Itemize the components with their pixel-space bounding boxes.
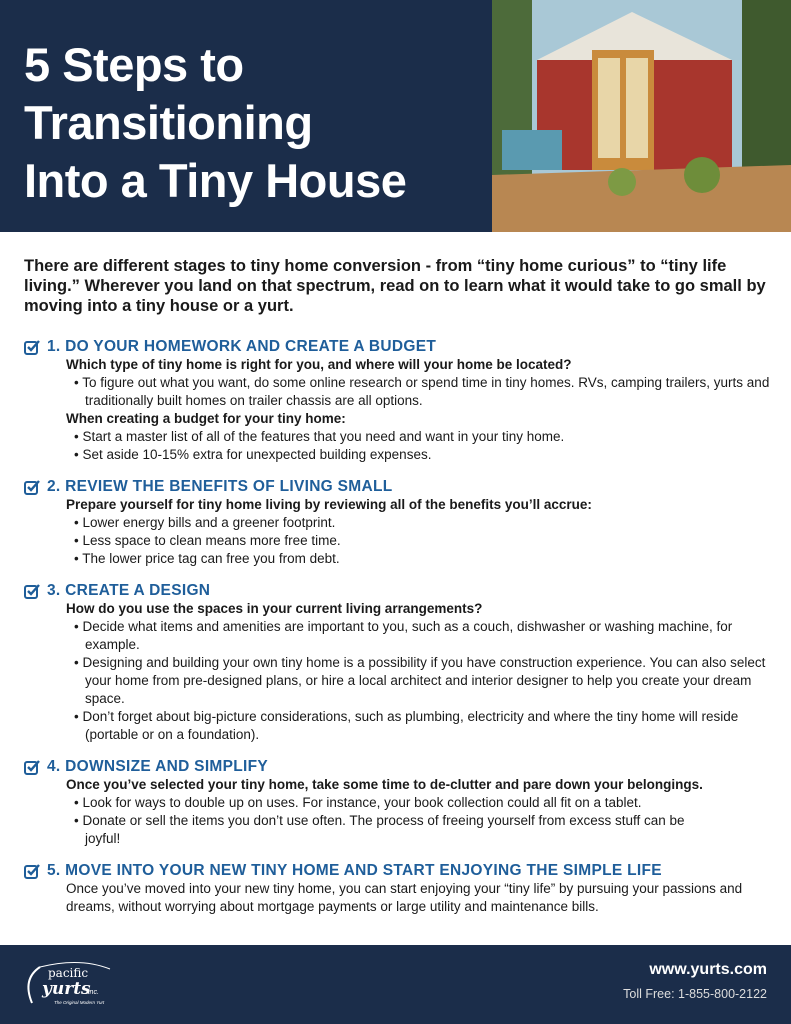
bullet-item: • The lower price tag can free you from debt. xyxy=(74,551,340,566)
checkbox-check-icon xyxy=(24,339,40,355)
step-heading: 1. DO YOUR HOMEWORK AND CREATE A BUDGET xyxy=(47,337,437,355)
footer xyxy=(0,945,791,1024)
title-line: Transitioning xyxy=(24,96,313,149)
step-1 xyxy=(24,337,774,464)
bullet-item: • Don’t forget about big-picture considerations, such as plumbing, electricity and where the tiny home will reside (portable or on a foundation). xyxy=(74,709,739,742)
bullet-item: • Start a master list of all of the features that you need and want in your tiny home. xyxy=(74,429,565,444)
title-line: 5 Steps to xyxy=(24,38,244,91)
checkbox-check-icon xyxy=(24,863,40,879)
checkbox-check-icon xyxy=(24,479,40,495)
step-subheading: Prepare yourself for tiny home living by reviewing all of the benefits you’ll accrue: xyxy=(66,497,592,512)
title-line: Into a Tiny House xyxy=(24,154,407,207)
pacific-yurts-logo xyxy=(20,959,130,1014)
step-heading: 4. DOWNSIZE AND SIMPLIFY xyxy=(47,757,269,775)
step-3 xyxy=(24,581,774,744)
step-5 xyxy=(24,861,774,916)
page-title xyxy=(24,36,406,210)
svg-text:inc.: inc. xyxy=(88,989,99,996)
step-subheading: How do you use the spaces in your current living arrangements? xyxy=(66,601,483,616)
step-4 xyxy=(24,757,774,848)
bullet-item: • Donate or sell the items you don’t use often. The process of freeing yourself from excess stuff can be joyful! xyxy=(74,813,685,846)
bullet-item: • Less space to clean means more free time. xyxy=(74,533,341,548)
bullet-item: • Lower energy bills and a greener footprint. xyxy=(74,515,336,530)
header-banner xyxy=(0,0,791,232)
step-heading: 2. REVIEW THE BENEFITS OF LIVING SMALL xyxy=(47,477,393,495)
yurt-photo xyxy=(492,0,791,232)
intro-paragraph: There are different stages to tiny home conversion - from “tiny home curious” to “tiny life living.” Wherever you land on that spectrum, read on to learn what it would take to go small by moving into a tiny house or a yurt. xyxy=(24,257,766,315)
bullet-item: • Designing and building your own tiny home is a possibility if you have construction experience. You can also select your home from pre-designed plans, or hire a local architect and interior designer to help you create your dream space. xyxy=(74,655,766,706)
checkbox-check-icon xyxy=(24,583,40,599)
svg-text:The Original Modern Yurt: The Original Modern Yurt xyxy=(54,1000,105,1005)
checkbox-check-icon xyxy=(24,759,40,775)
svg-text:pacific: pacific xyxy=(48,966,89,980)
svg-text:yurts: yurts xyxy=(42,979,91,999)
bullet-item: • Decide what items and amenities are important to you, such as a couch, dishwasher or washing machine, for example. xyxy=(74,619,733,652)
bullet-item: • To figure out what you want, do some online research or spend time in tiny homes. RVs, camping trailers, yurts and traditionally built homes on trailer chassis are all options. xyxy=(74,375,770,408)
bullet-item: • Set aside 10-15% extra for unexpected building expenses. xyxy=(74,447,432,462)
step-paragraph: Once you’ve moved into your new tiny home, you can start enjoying your “tiny life” by pursuing your passions and dreams, without worrying about mortgage payments or large utility and maintenance bills. xyxy=(66,881,743,914)
step-heading: 3. CREATE A DESIGN xyxy=(47,581,211,599)
bullet-item: • Look for ways to double up on uses. For instance, your book collection could all fit on a tablet. xyxy=(74,795,642,810)
step-subheading: Once you’ve selected your tiny home, take some time to de-clutter and pare down your belongings. xyxy=(66,777,703,792)
website-link[interactable]: www.yurts.com xyxy=(649,961,767,978)
step-subheading: When creating a budget for your tiny home: xyxy=(66,411,346,426)
toll-free-phone: Toll Free: 1-855-800-2122 xyxy=(623,987,767,1001)
step-subheading: Which type of tiny home is right for you, and where will your home be located? xyxy=(66,357,572,372)
step-2 xyxy=(24,477,774,568)
step-heading: 5. MOVE INTO YOUR NEW TINY HOME AND START ENJOYING THE SIMPLE LIFE xyxy=(47,861,662,879)
steps-list xyxy=(24,337,774,929)
